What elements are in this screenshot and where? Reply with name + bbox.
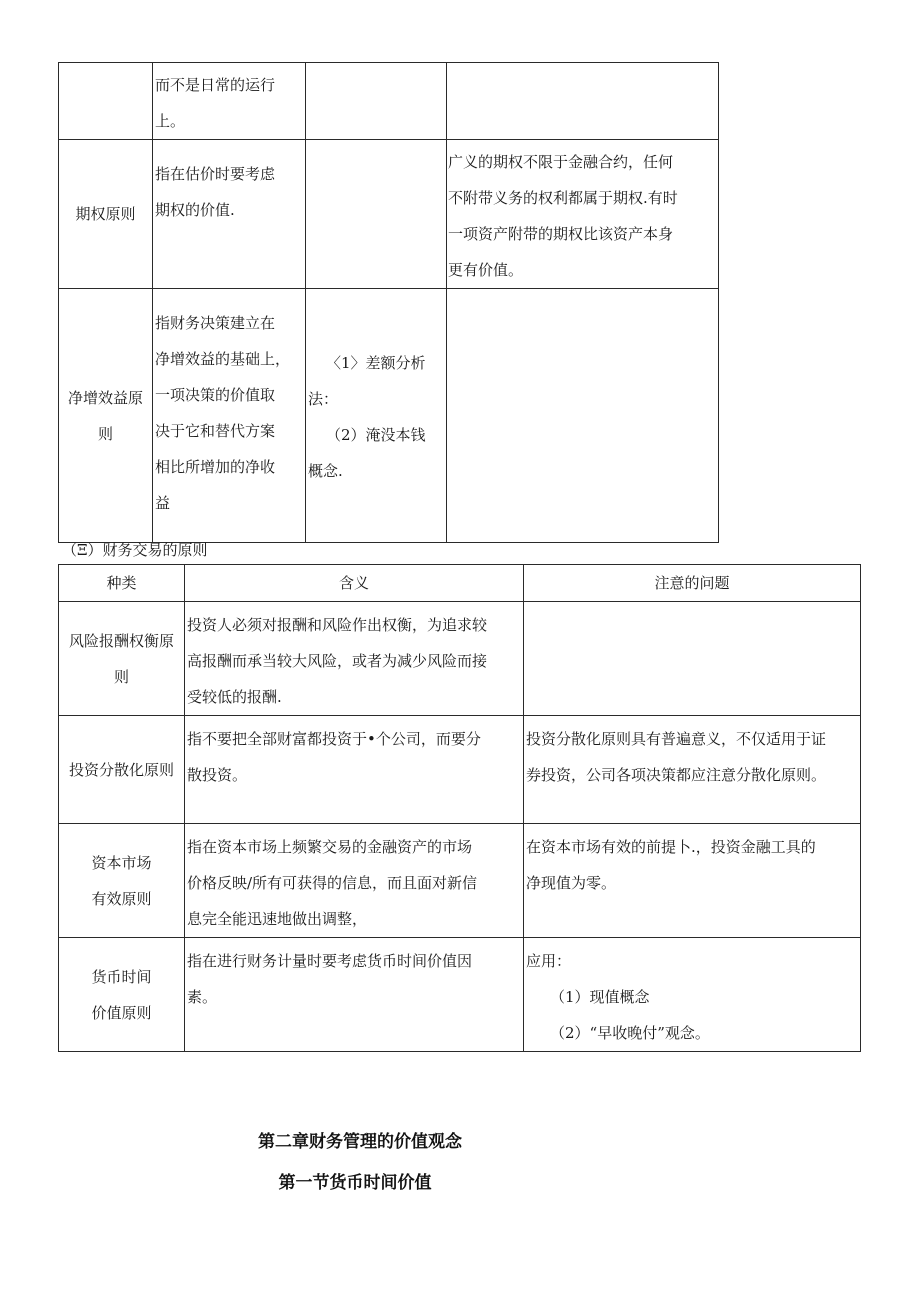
meaning-cell bbox=[185, 716, 524, 824]
principle-note-cell bbox=[447, 140, 719, 289]
principle-note-cell bbox=[447, 63, 719, 140]
header-meaning: 含义 bbox=[185, 565, 524, 602]
method-item-cont: 概念. bbox=[308, 462, 343, 480]
principles-table-continued bbox=[58, 62, 719, 543]
meaning-text: 投资人必须对报酬和风险作出权衡，为追求较 高报酬而承当较大风险，或者为减少风险而接 受较低的报酬. bbox=[187, 616, 488, 706]
table-row bbox=[59, 602, 861, 716]
note-item: （2）“早收晚付”观念。 bbox=[550, 1024, 710, 1042]
table-row bbox=[59, 716, 861, 824]
table-row bbox=[59, 140, 719, 289]
principle-name-cell: 期权原则 bbox=[59, 140, 153, 289]
note-list bbox=[526, 938, 860, 1051]
meaning-text: 而不是日常的运行 上。 bbox=[155, 76, 276, 130]
meaning-cell bbox=[185, 938, 524, 1052]
note-cell bbox=[524, 824, 861, 938]
principle-note-cell bbox=[447, 289, 719, 543]
header-note: 注意的问题 bbox=[524, 565, 861, 602]
meaning-cell bbox=[185, 602, 524, 716]
principle-method-cell bbox=[306, 63, 447, 140]
kind-cell: 风险报酬权衡原 则 bbox=[59, 602, 185, 716]
financial-transaction-principles-table bbox=[58, 564, 861, 1052]
table-row bbox=[59, 289, 719, 543]
note-text: 在资本市场有效的前提卜.，投资金融工具的 净现值为零。 bbox=[526, 838, 816, 892]
kind-cell: 投资分散化原则 bbox=[59, 716, 185, 824]
method-item-cont: 法： bbox=[308, 390, 339, 408]
meaning-text: 指在进行财务计量时要考虑货币时间价值因 素。 bbox=[187, 952, 473, 1006]
principle-meaning-cell bbox=[153, 63, 306, 140]
principle-method-cell bbox=[306, 140, 447, 289]
chapter-title: 第二章财务管理的价值观念 bbox=[258, 1132, 462, 1152]
kind-cell: 资本市场 有效原则 bbox=[59, 824, 185, 938]
meaning-text: 指不要把全部财富都投资于•个公司，而要分 散投资。 bbox=[187, 730, 481, 784]
note-item: （1）现值概念 bbox=[550, 988, 650, 1006]
note-text: 投资分散化原则具有普遍意义，不仅适用于证 券投资，公司各项决策都应注意分散化原则。 bbox=[526, 730, 827, 784]
principle-meaning-cell bbox=[153, 140, 306, 289]
kind-cell: 货币时间 价值原则 bbox=[59, 938, 185, 1052]
table-header-row bbox=[59, 565, 861, 602]
principle-name-cell: 净增效益原 则 bbox=[59, 289, 153, 543]
note-cell bbox=[524, 602, 861, 716]
method-item: （2）淹没本钱 bbox=[326, 426, 426, 444]
principle-meaning-cell bbox=[153, 289, 306, 543]
table-row bbox=[59, 63, 719, 140]
meaning-text: 指在估价时要考虑 期权的价值. bbox=[155, 165, 276, 219]
principle-name-cell bbox=[59, 63, 153, 140]
principle-method-cell bbox=[306, 289, 447, 543]
table-row bbox=[59, 938, 861, 1052]
note-text: 广义的期权不限于金融合约，任何 不附带义务的权利都属于期权.有时 一项资产附带的期权比该资产本身 更有价值。 bbox=[448, 153, 678, 279]
section-heading: （Ξ）财务交易的原则 bbox=[62, 541, 208, 559]
section-title: 第一节货币时间价值 bbox=[278, 1173, 432, 1193]
method-item: 〈1〉差额分析 bbox=[326, 354, 426, 372]
header-kind: 种类 bbox=[59, 565, 185, 602]
meaning-text: 指在资本市场上频繁交易的金融资产的市场 价格反映/所有可获得的信息，而且面对新信 息完全能迅速地做出调整， bbox=[187, 838, 478, 928]
note-cell bbox=[524, 716, 861, 824]
note-label: 应用： bbox=[526, 952, 572, 970]
meaning-text: 指财务决策建立在 净增效益的基础上， 一项决策的价值取 决于它和替代方案 相比所增加的净收 益 bbox=[155, 314, 291, 512]
note-cell bbox=[524, 938, 861, 1052]
table-row bbox=[59, 824, 861, 938]
meaning-cell bbox=[185, 824, 524, 938]
method-list bbox=[308, 289, 446, 489]
